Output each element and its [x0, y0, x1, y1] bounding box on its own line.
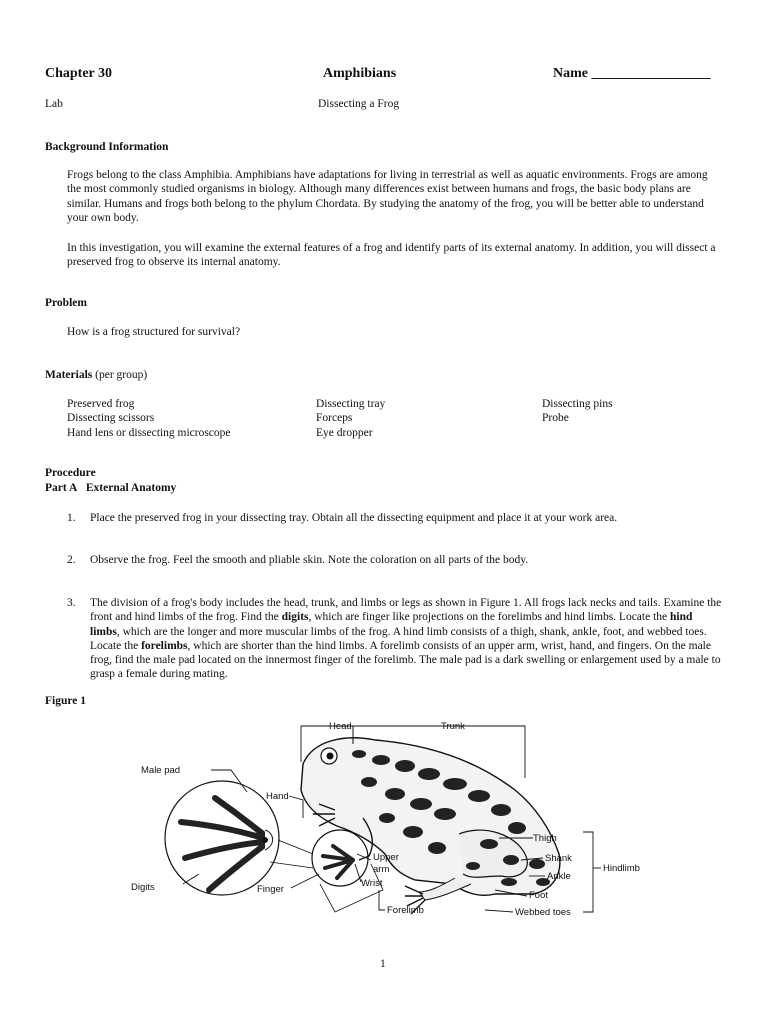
label-webbed-toes: Webbed toes — [515, 907, 571, 918]
materials-heading-line — [45, 369, 147, 381]
label-ankle: Ankle — [547, 871, 571, 882]
figure-caption: Figure 1 — [45, 695, 86, 707]
label-male-pad: Male pad — [141, 765, 181, 776]
step-3-text — [90, 596, 722, 682]
part-a-heading — [45, 482, 176, 494]
step-1-number: 1. — [67, 512, 76, 524]
step-2-text: Observe the frog. Feel the smooth and pliable skin. Note the coloration on all parts of the body. — [90, 554, 529, 566]
problem-heading: Problem — [45, 297, 87, 309]
label-upper: Upper — [373, 852, 399, 863]
frog-anatomy-figure — [123, 714, 649, 936]
label-finger: Finger — [257, 884, 284, 895]
document-title: Amphibians — [323, 66, 397, 81]
material-item: Dissecting tray — [316, 398, 386, 410]
step-3-segment: , which are the longer and more muscular limbs of the frog. A hind limb consists of a thigh, shank, ankle, foot, and webbed toes. Locate the — [90, 625, 707, 652]
lab-label: Lab — [45, 98, 63, 110]
procedure-heading: Procedure — [45, 467, 96, 479]
frog-diagram — [123, 714, 649, 936]
materials-column-2 — [316, 397, 385, 440]
term-forelimbs: forelimbs — [141, 639, 188, 652]
label-hindlimb: Hindlimb — [603, 863, 640, 874]
chapter-label: Chapter 30 — [45, 66, 113, 81]
term-digits: digits — [281, 611, 309, 624]
frog-body — [301, 738, 560, 914]
material-item: Dissecting pins — [542, 398, 613, 410]
label-trunk: Trunk — [441, 721, 465, 732]
step-3-segment: , which are shorter than the hind limbs. A forelimb consists of an upper arm, wrist, hand, and fingers. On the male frog, find the male pad located on the innermost finger of the forelimb. The male pad is a dark swelling or enlargement used by a male to grasp a female during mating. — [90, 639, 721, 681]
material-item: Hand lens or dissecting microscope — [67, 426, 231, 439]
materials-heading: Materials — [45, 369, 93, 381]
step-3-segment: , which are finger like projections on the forelimbs and hind limbs. Locate the — [308, 611, 671, 624]
material-item: Forceps — [316, 412, 353, 425]
materials-column-3 — [542, 397, 613, 426]
label-shank: Shank — [545, 853, 572, 864]
lab-subtitle: Dissecting a Frog — [318, 98, 400, 110]
label-hand: Hand — [266, 791, 289, 802]
part-label: Part A — [45, 482, 78, 494]
materials-column-1 — [67, 397, 231, 440]
background-paragraph-1: Frogs belong to the class Amphibia. Amphibians have adaptations for living in terrestrial as well as aquatic environments. Frogs are among the most commonly studied organisms in biology. Although many differences exist between humans and frogs, the basic body plans are similar. Humans and frogs both belong to the phylum Chordata. By studying the anatomy of the frog, you will be better able to understand your own body. — [67, 169, 708, 224]
name-field-label: Name _________________ — [553, 66, 711, 81]
label-wrist: Wrist — [361, 878, 383, 889]
material-item: Probe — [542, 412, 569, 425]
background-heading: Background Information — [45, 141, 169, 153]
step-3-number: 3. — [67, 597, 76, 609]
step-3-segment: The division of a frog's body includes the head, trunk, and limbs or legs as shown in Figure 1. All frogs lack necks and tails. Examine the front and hind limbs of the frog. Find the — [90, 597, 722, 624]
label-digits: Digits — [131, 882, 155, 893]
step-1-text: Place the preserved frog in your dissecting tray. Obtain all the dissecting equipment and place it at your work area. — [90, 512, 618, 524]
label-foot: Foot — [529, 890, 549, 901]
term-hind-limbs: hind limbs — [90, 611, 693, 638]
page-number: 1 — [380, 958, 386, 970]
background-paragraph-2: In this investigation, you will examine the external features of a frog and identify parts of its external anatomy. In addition, you will dissect a preserved frog to observe its internal anatomy. — [67, 242, 716, 269]
problem-text: How is a frog structured for survival? — [67, 326, 241, 338]
label-head: Head — [329, 721, 352, 732]
materials-note: (per group) — [92, 369, 148, 381]
part-title: External Anatomy — [85, 482, 177, 494]
male-pad-mark — [262, 837, 268, 843]
label-arm: arm — [373, 864, 390, 875]
material-item: Eye dropper — [316, 426, 373, 439]
material-item: Preserved frog — [67, 398, 135, 410]
material-item: Dissecting scissors — [67, 412, 155, 425]
label-forelimb: Forelimb — [387, 905, 424, 916]
step-2-number: 2. — [67, 554, 76, 566]
label-thigh: Thigh — [533, 833, 557, 844]
